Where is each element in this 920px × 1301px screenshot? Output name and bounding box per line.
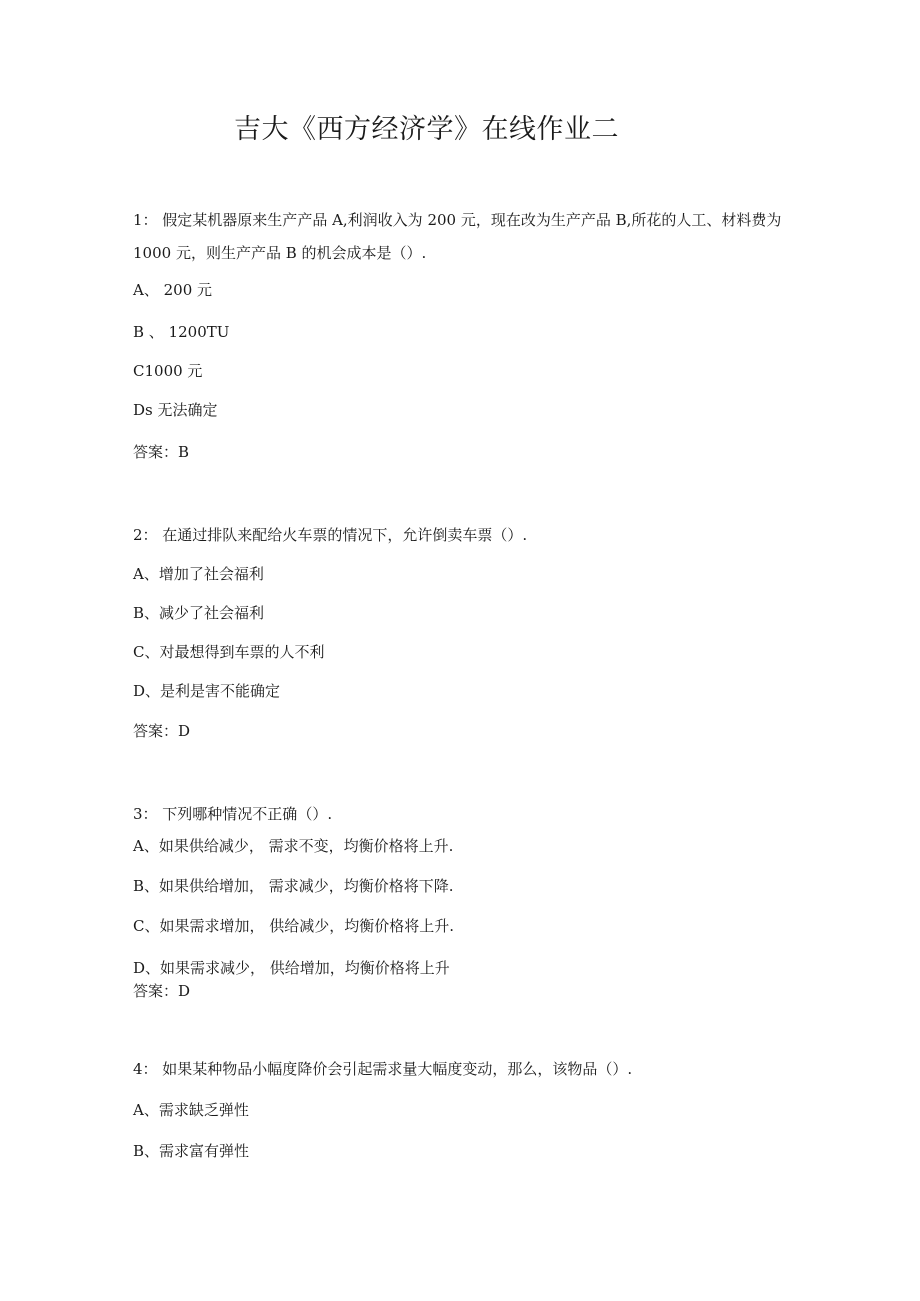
question-3-text: 3： 下列哪种情况不正确（）. [133, 805, 333, 823]
question-1-text: 1： 假定某机器原来生产产品 A,利润收入为 200 元，现在改为生产产品 B,所花的人工、材料费为 1000 元，则生产产品 B 的机会成本是（）. [133, 211, 782, 262]
question-1-answer: 答案：B [133, 443, 190, 461]
question-1-option-c: C1000 元 [133, 362, 203, 380]
question-4-text: 4： 如果某种物品小幅度降价会引起需求量大幅度变动，那么，该物品（）. [133, 1060, 633, 1078]
question-1-option-b: B 、 1200TU [133, 323, 230, 341]
question-2-option-d: D、是利是害不能确定 [133, 682, 281, 700]
question-3-option-d: D、如果需求减少， 供给增加，均衡价格将上升 [133, 959, 450, 977]
question-3-option-a: A、如果供给减少， 需求不变，均衡价格将上升. [133, 837, 454, 855]
question-2-option-b: B、减少了社会福利 [133, 604, 265, 622]
question-4-option-b: B、需求富有弹性 [133, 1142, 250, 1160]
question-3-option-c: C、如果需求增加， 供给减少，均衡价格将上升. [133, 917, 455, 935]
question-1-option-a: A、 200 元 [133, 281, 212, 299]
question-2-text: 2： 在通过排队来配给火车票的情况下，允许倒卖车票（）. [133, 526, 528, 544]
question-2-answer: 答案：D [133, 722, 191, 740]
document-title: 吉大《西方经济学》在线作业二 [234, 114, 619, 145]
question-3-answer: 答案：D [133, 982, 191, 1000]
question-2-option-c: C、对最想得到车票的人不利 [133, 643, 325, 661]
question-1-option-d: Ds 无法确定 [133, 401, 218, 419]
question-2-option-a: A、增加了社会福利 [133, 565, 264, 583]
question-4-option-a: A、需求缺乏弹性 [133, 1101, 249, 1119]
question-3-option-b: B、如果供给增加， 需求减少，均衡价格将下降. [133, 877, 454, 895]
